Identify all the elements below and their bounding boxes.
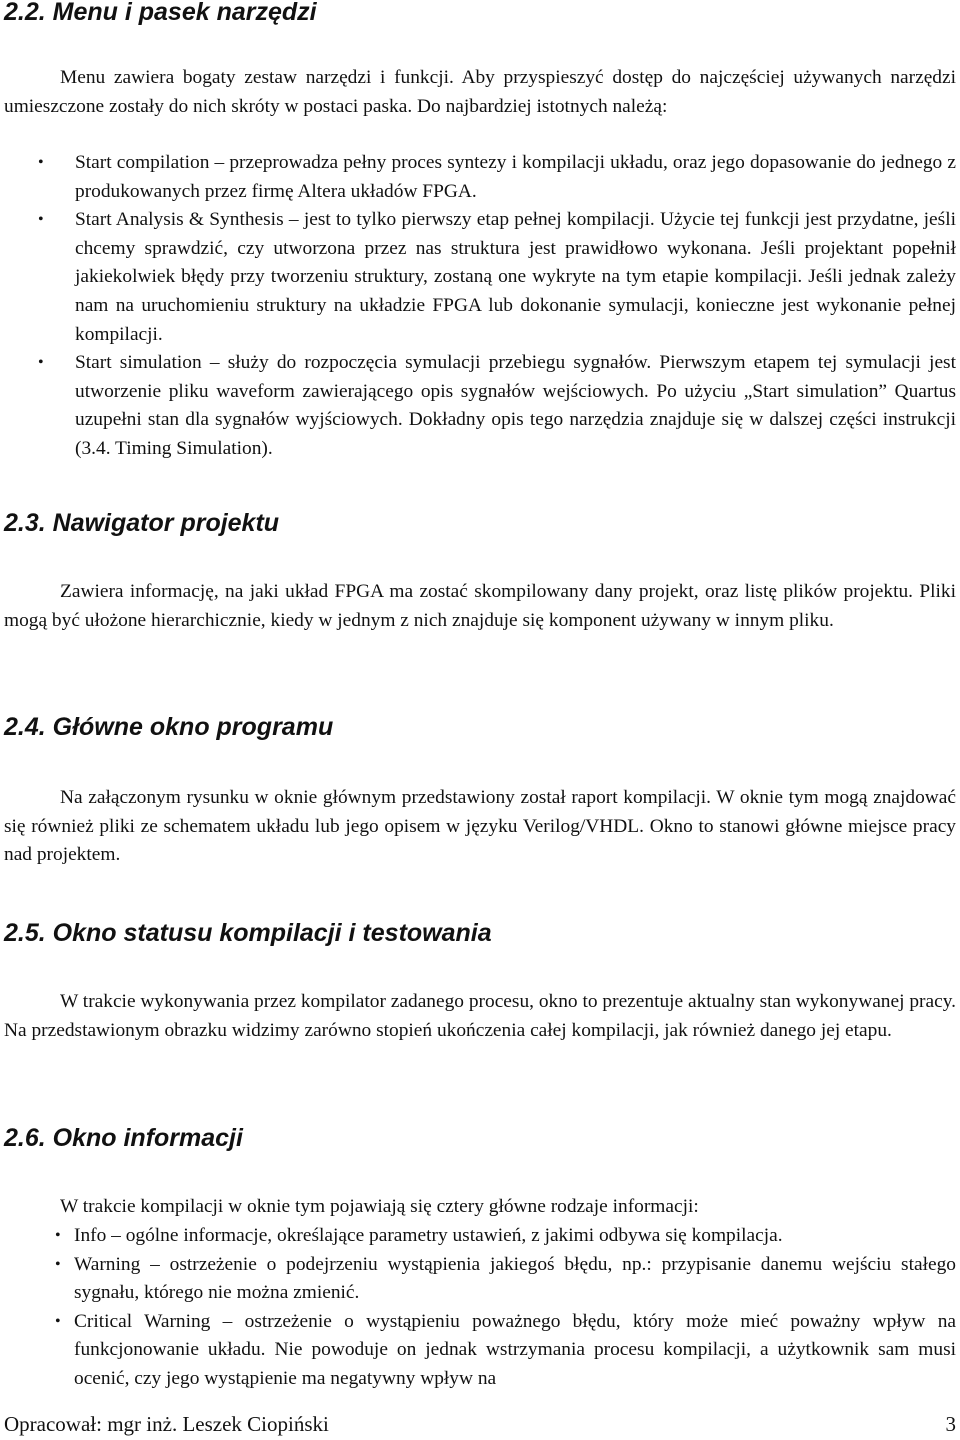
list-item: • Warning – ostrzeżenie o podejrzeniu wystąpienia jakiegoś błędu, np.: przypisanie danemu wejściu stałego sygnału, którego nie można zmienić.	[4, 1251, 956, 1308]
section-heading-2-6: 2.6. Okno informacji	[4, 1124, 243, 1152]
section-2-2-intro: Menu zawiera bogaty zestaw narzędzi i funkcji. Aby przyspieszyć dostęp do najczęściej używanych narzędzi umieszczone zostały do nich skróty w postaci paska. Do najbardziej istotnych należą:	[4, 67, 956, 117]
bullet-icon: •	[38, 354, 44, 372]
section-2-5-text: W trakcie wykonywania przez kompilator zadanego procesu, okno to prezentuje aktualny stan wykonywanej pracy. Na przedstawionym obrazku widzimy zarówno stopień ukończenia całej kompilacji, jak również danego jej etapu.	[4, 991, 956, 1041]
list-item: • Info – ogólne informacje, określające parametry ustawień, z jakimi odbywa się kompilacja.	[4, 1222, 956, 1251]
section-2-4-text: Na załączonym rysunku w oknie głównym przedstawiony został raport kompilacji. W oknie tym mogą znajdować się również pliki ze schematem układu lub jego opisem w języku Verilog/VHDL. Okno to stanowi główne miejsce pracy nad projektem.	[4, 787, 956, 866]
bullet-icon: •	[55, 1255, 61, 1273]
section-heading-2-5: 2.5. Okno statusu kompilacji i testowania	[4, 919, 492, 947]
section-heading-2-3: 2.3. Nawigator projektu	[4, 509, 280, 537]
list-item: • Start Analysis & Synthesis – jest to tylko pierwszy etap pełnej kompilacji. Użycie tej funkcji jest przydatne, jeśli chcemy sprawdzić, czy utworzona przez nas struktura jest prawidłowo wykonana. Jeśli projektant popełnił jakiekolwiek błędy przy tworzeniu struktury, zostaną one wykryte na tym etapie kompilacji. Jeśli jednak zależy nam na uruchomieniu struktury na układzie FPGA lub dokonanie symulacji, konieczne jest wykonanie pełnej kompilacji.	[4, 206, 956, 349]
page-number: 3	[945, 1412, 956, 1436]
bullet-icon: •	[55, 1227, 61, 1244]
bullet-icon: •	[38, 211, 44, 229]
list-item: • Start simulation – służy do rozpoczęcia symulacji przebiegu sygnałów. Pierwszym etapem tej symulacji jest utworzenie pliku waveform zawierającego opis sygnałów wejściowych. Po użyciu „Start simulation” Quartus uzupełni stan dla sygnałów wyjściowych. Dokładny opis tego narzędzia znajduje się w dalszej części instrukcji (3.4. Timing Simulation).	[4, 349, 956, 463]
section-2-6-intro: W trakcie kompilacji w oknie tym pojawiają się cztery główne rodzaje informacji:	[60, 1196, 699, 1217]
section-2-3-text: Zawiera informację, na jaki układ FPGA ma zostać skompilowany dany projekt, oraz listę plików projektu. Pliki mogą być ułożone hierarchicznie, kiedy w jednym z nich znajduje się komponent używany w innym pliku.	[4, 581, 956, 631]
list-item: • Start compilation – przeprowadza pełny proces syntezy i kompilacji układu, oraz jego dopasowanie do jednego z produkowanych przez firmę Altera układów FPGA.	[4, 149, 956, 206]
section-heading-2-4: 2.4. Główne okno programu	[4, 713, 334, 741]
section-heading-2-2: 2.2. Menu i pasek narzędzi	[4, 0, 317, 26]
footer-author: Opracował: mgr inż. Leszek Ciopiński	[4, 1412, 329, 1436]
section-2-6-bullet-list	[4, 1222, 956, 1394]
section-2-2-bullet-list	[4, 149, 956, 464]
bullet-icon: •	[55, 1312, 61, 1330]
bullet-icon: •	[38, 154, 44, 171]
page-footer	[4, 1410, 956, 1438]
list-item: • Critical Warning – ostrzeżenie o wystąpieniu poważnego błędu, który może mieć poważny wpływ na funkcjonowanie układu. Nie powoduje on jednak wstrzymania procesu kompilacji, a użytkownik sam musi ocenić, czy jego wystąpienie ma negatywny wpływ na	[4, 1308, 956, 1394]
